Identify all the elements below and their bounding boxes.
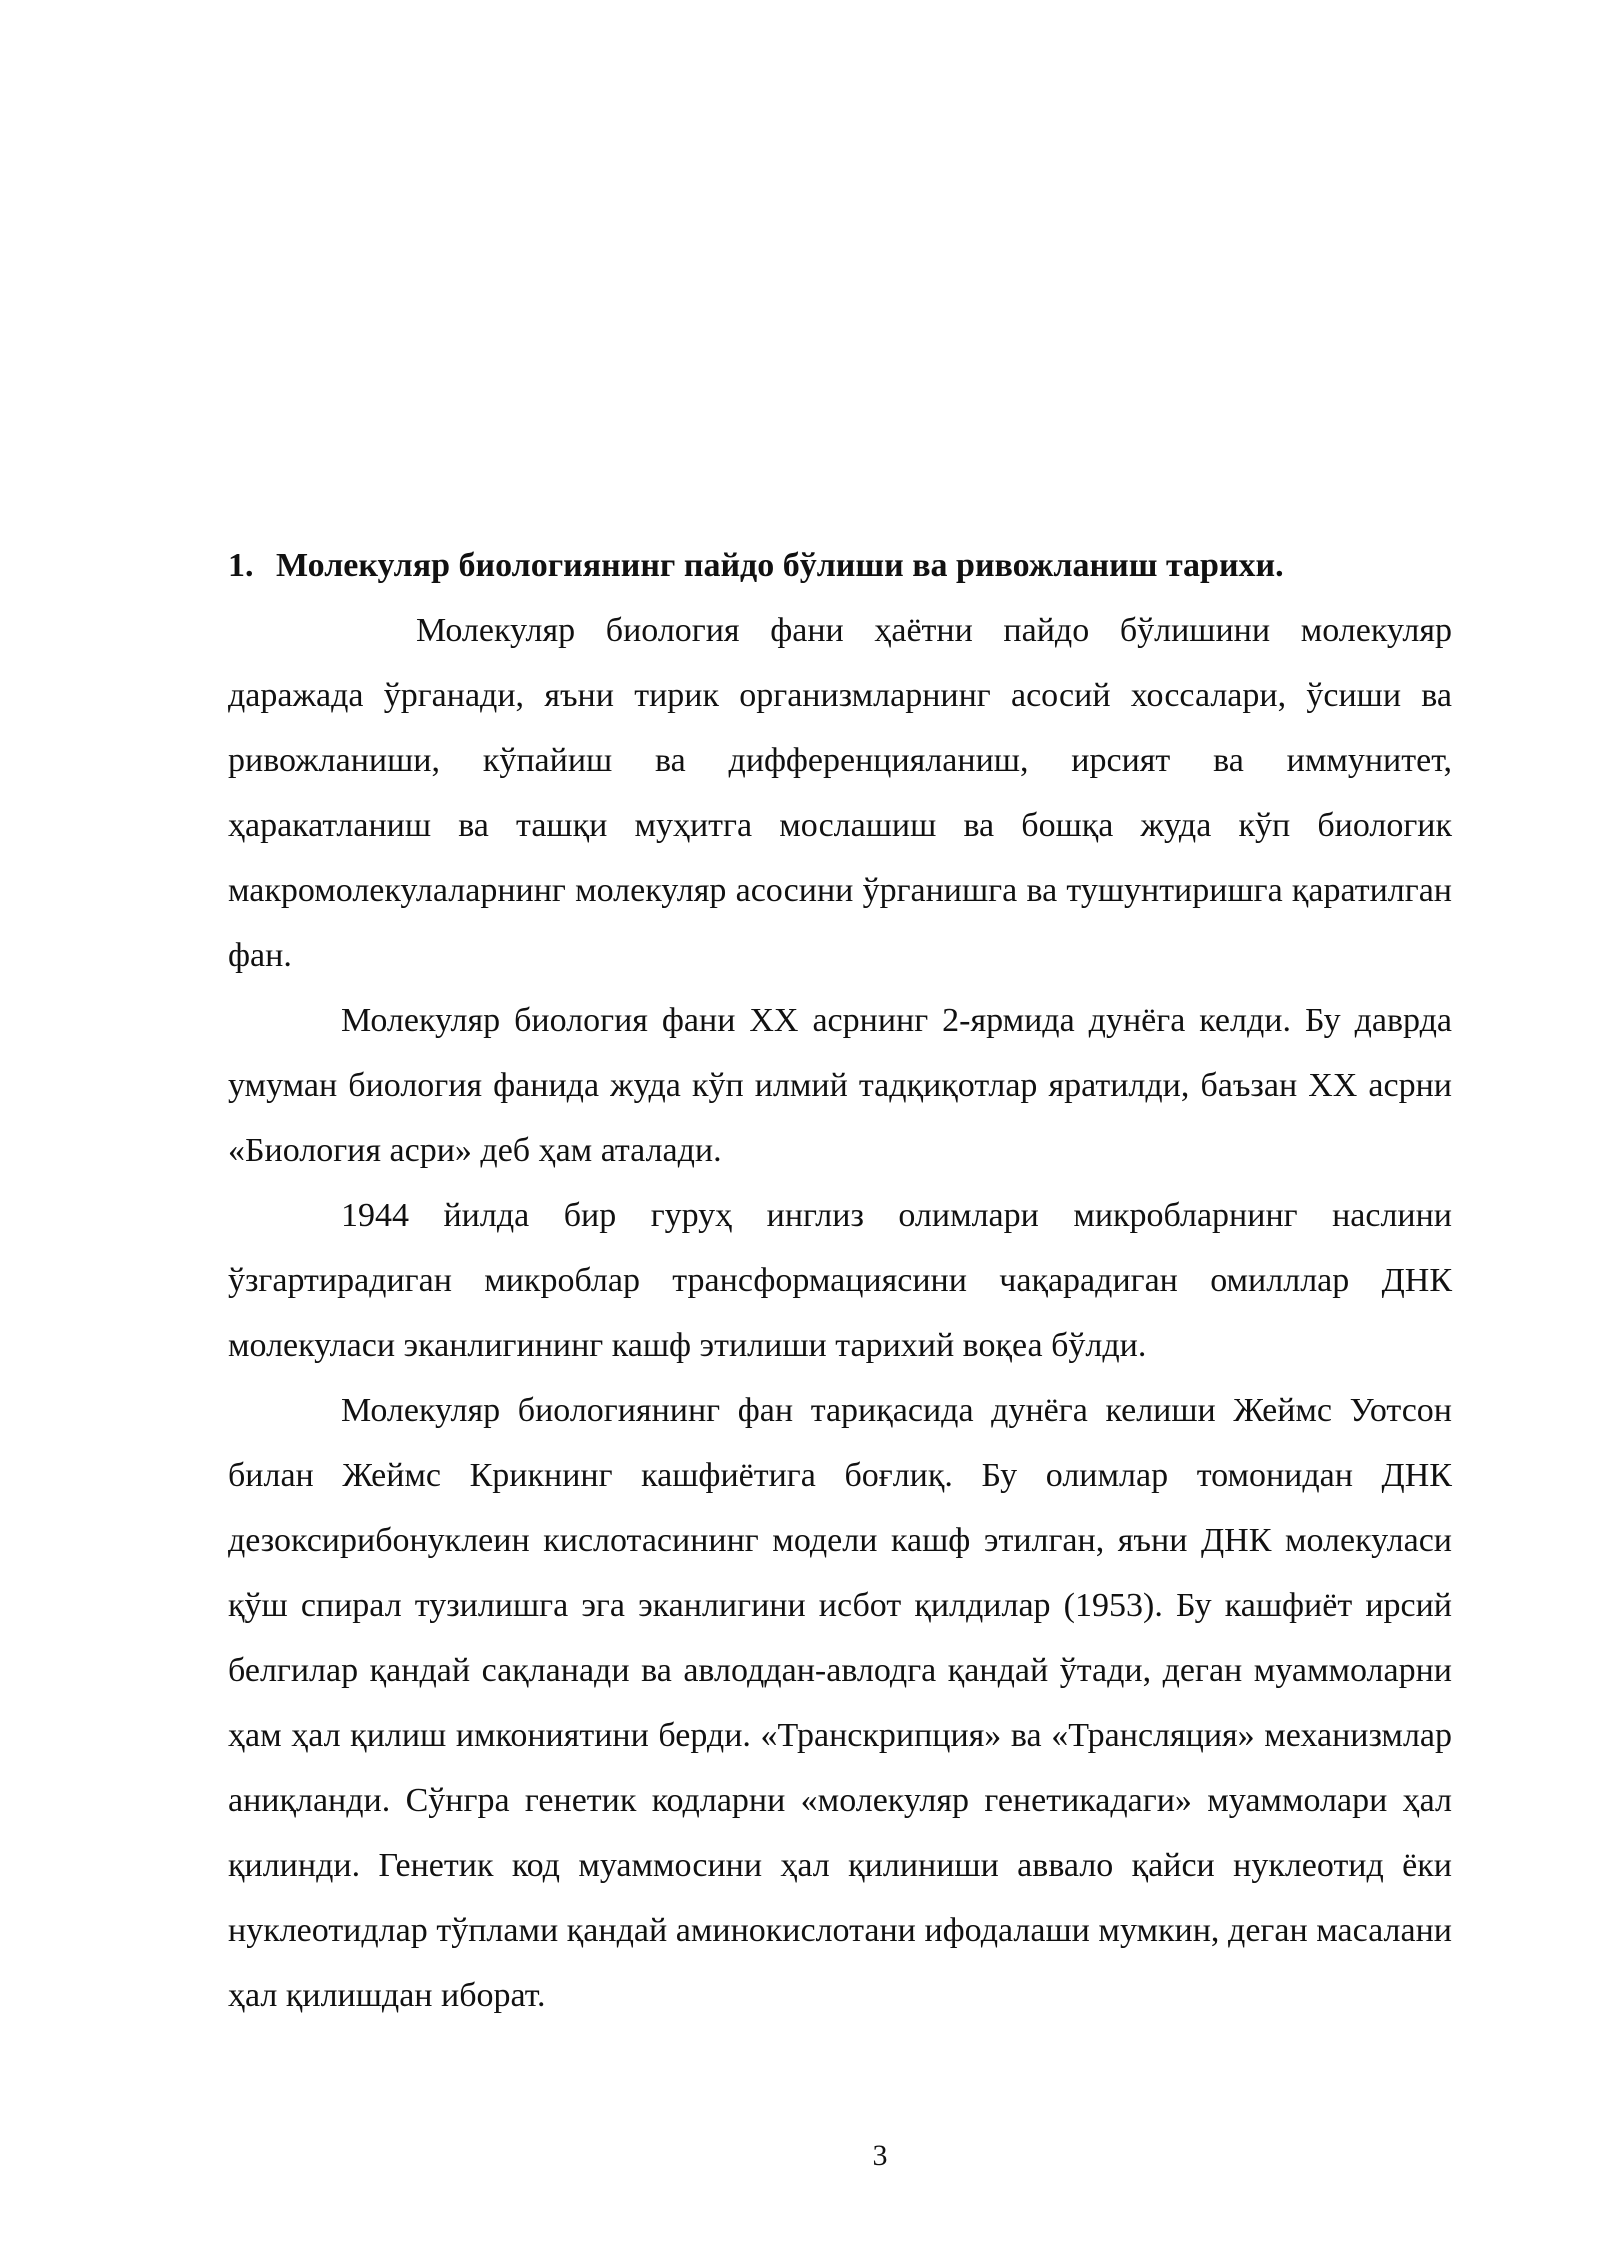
paragraph-1: Молекуляр биология фани ҳаётни пайдо бўлишини молекуляр даражада ўрганади, яъни тирик организмларнинг асосий хоссалари, ўсиши ва ривожланиши, кўпайиш ва дифференцияланиш, ирсият ва иммунитет, ҳаракатланиш ва ташқи муҳитга мослашиш ва бошқа жуда кўп биологик макромолекулаларнинг молекуляр асосини ўрганишга ва тушунтиришга қаратилган фан. <box>228 612 1452 974</box>
section-heading <box>228 540 1452 592</box>
paragraph-2: Молекуляр биология фани XX асрнинг 2-ярмида дунёга келди. Бу даврда умуман биология фанида жуда кўп илмий тадқиқотлар яратилди, баъзан XX асрни «Биология асри» деб ҳам аталади. <box>228 1002 1452 1169</box>
section-number: 1. <box>228 547 254 584</box>
page-number: 3 <box>872 2139 888 2172</box>
section-title: Молекуляр биологиянинг пайдо бўлиши ва ривожланиш тарихи. <box>276 547 1284 584</box>
paragraph-4: Молекуляр биологиянинг фан тариқасида дунёга келиши Жеймс Уотсон билан Жеймс Крикнинг кашфиётига боғлиқ. Бу олимлар томонидан ДНК дезоксирибонуклеин кислотасининг модели кашф этилган, яъни ДНК молекуласи қўш спирал тузилишга эга эканлигини исбот қилдилар (1953). Бу кашфиёт ирсий белгилар қандай сақланади ва авлоддан-авлодга қандай ўтади, деган муаммоларни ҳам ҳал қилиш имкониятини берди. «Транскрипция» ва «Трансляция» механизмлар аниқланди. Сўнгра генетик кодларни «молекуляр генетикадаги» муаммолари ҳал қилинди. Генетик код муаммосини ҳал қилиниши аввало қайси нуклеотид ёки нуклеотидлар тўплами қандай аминокислотани ифодалаши мумкин, деган масалани ҳал қилишдан иборат. <box>228 1392 1452 2014</box>
page-content <box>228 540 1452 2028</box>
paragraph-3: 1944 йилда бир гуруҳ инглиз олимлари микробларнинг наслини ўзгартирадиган микроблар трансформациясини чақарадиган омилллар ДНК молекуласи эканлигининг кашф этилиши тарихий воқеа бўлди. <box>228 1197 1452 1364</box>
